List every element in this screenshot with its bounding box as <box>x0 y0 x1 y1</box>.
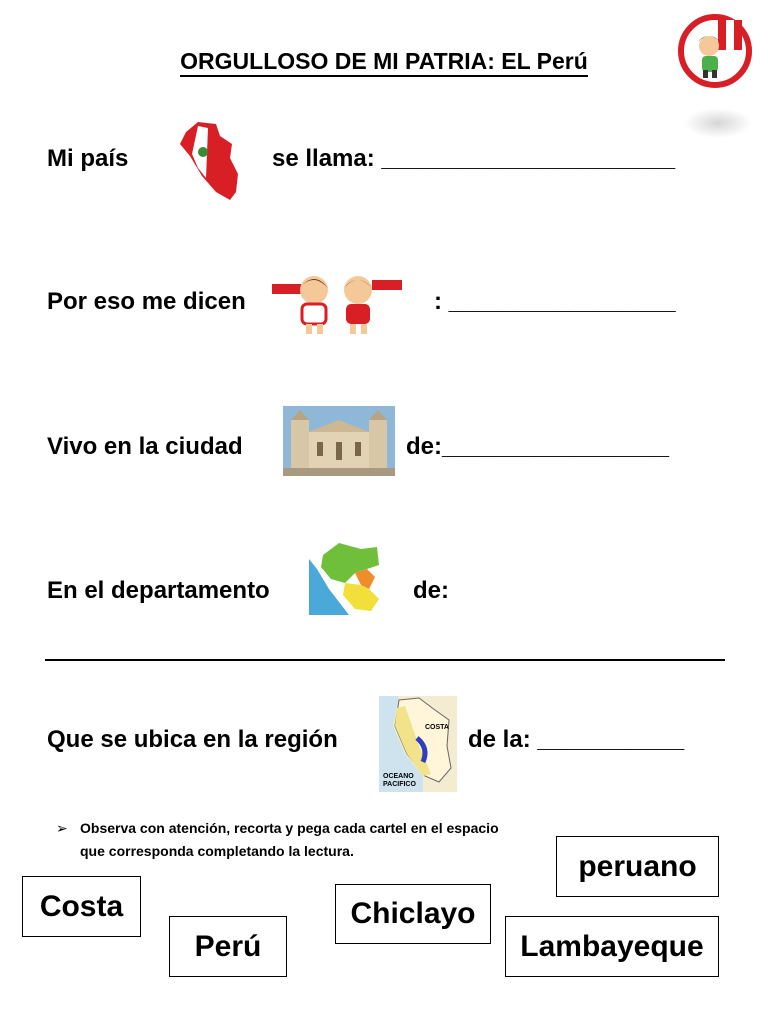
lambayeque-map-icon <box>309 539 383 615</box>
map-label-oceano: OCEANO <box>383 773 414 780</box>
line-por-eso: Por eso me dicen <box>47 288 246 315</box>
line-dicen-blank: : _________________ <box>434 288 676 315</box>
map-label-costa: COSTA <box>425 724 449 731</box>
instruction-text <box>80 817 499 863</box>
peru-map-flag-icon <box>176 118 242 204</box>
instruction-bullet: ➢ <box>56 820 68 836</box>
line-departamento: En el departamento <box>47 577 270 604</box>
line-se-llama: se llama: ______________________ <box>272 145 676 172</box>
instruction-line-1: Observa con atención, recorta y pega cada cartel en el espacio <box>80 820 499 836</box>
answer-line <box>45 659 725 661</box>
line-depto-de: de: <box>413 577 449 604</box>
card-peru[interactable]: Perú <box>169 916 287 977</box>
cathedral-photo-icon <box>283 406 395 476</box>
line-vivo: Vivo en la ciudad <box>47 433 243 460</box>
line-region: Que se ubica en la región <box>47 726 338 753</box>
peruvian-kids-icon <box>268 270 408 338</box>
card-peruano[interactable]: peruano <box>556 836 719 897</box>
peru-coast-map-icon <box>379 696 457 792</box>
line-ciudad-blank: de:_________________ <box>406 433 669 460</box>
card-chiclayo[interactable]: Chiclayo <box>335 884 491 944</box>
peru-kid-logo <box>676 12 754 90</box>
instruction-line-2: que corresponda completando la lectura. <box>80 843 354 859</box>
page-title: ORGULLOSO DE MI PATRIA: EL Perú <box>0 48 768 75</box>
card-costa[interactable]: Costa <box>22 876 141 937</box>
line-region-blank: de la: ___________ <box>468 726 685 753</box>
logo-shadow <box>684 108 752 138</box>
map-label-pacifico: PACIFICO <box>383 781 416 788</box>
line-mi-pais: Mi país <box>47 145 129 172</box>
card-lambayeque[interactable]: Lambayeque <box>505 916 719 977</box>
